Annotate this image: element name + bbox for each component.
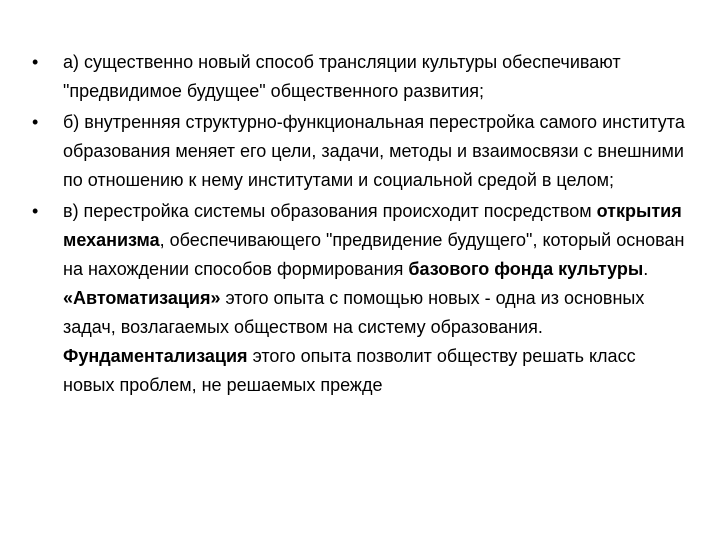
bullet-icon: • xyxy=(32,52,39,72)
bullet-icon: • xyxy=(32,112,39,132)
bullet-list xyxy=(30,48,690,402)
bullet-item-c xyxy=(30,197,690,400)
bullet-item-b xyxy=(30,108,690,195)
bullet-text-c-part-5: этого опыта позволит обществу решать класс новых проблем, не решаемых прежде xyxy=(63,346,636,395)
bullet-item-a xyxy=(30,48,690,106)
bullet-icon: • xyxy=(32,201,39,221)
bullet-text-c-part-3: . xyxy=(643,259,649,279)
bold-term-mechanism: открытия механизма xyxy=(63,201,682,250)
bullet-text-c-part-2: , обеспечивающего "предвидение будущего", который основан на нахождении способов формирования xyxy=(63,230,685,279)
bullet-text-c-part-1: в) перестройка системы образования происходит посредством xyxy=(63,201,597,221)
bold-term-automation: «Автоматизация» xyxy=(63,288,221,308)
bold-term-culture-fund: базового фонда культуры xyxy=(408,259,644,279)
bold-term-fundamentalization: Фундаментализация xyxy=(63,346,248,366)
bullet-text-b: б) внутренняя структурно-функциональная перестройка самого института образования меняет его цели, задачи, методы и взаимосвязи с внешними по отношению к нему институтами и социальной средой в целом; xyxy=(63,112,685,190)
bullet-text-c-part-4: этого опыта с помощью новых - одна из основных задач, возлагаемых обществом на систему образования. xyxy=(63,288,645,337)
bullet-text-a: а) существенно новый способ трансляции культуры обеспечивают "предвидимое будущее" общественного развития; xyxy=(63,52,621,101)
